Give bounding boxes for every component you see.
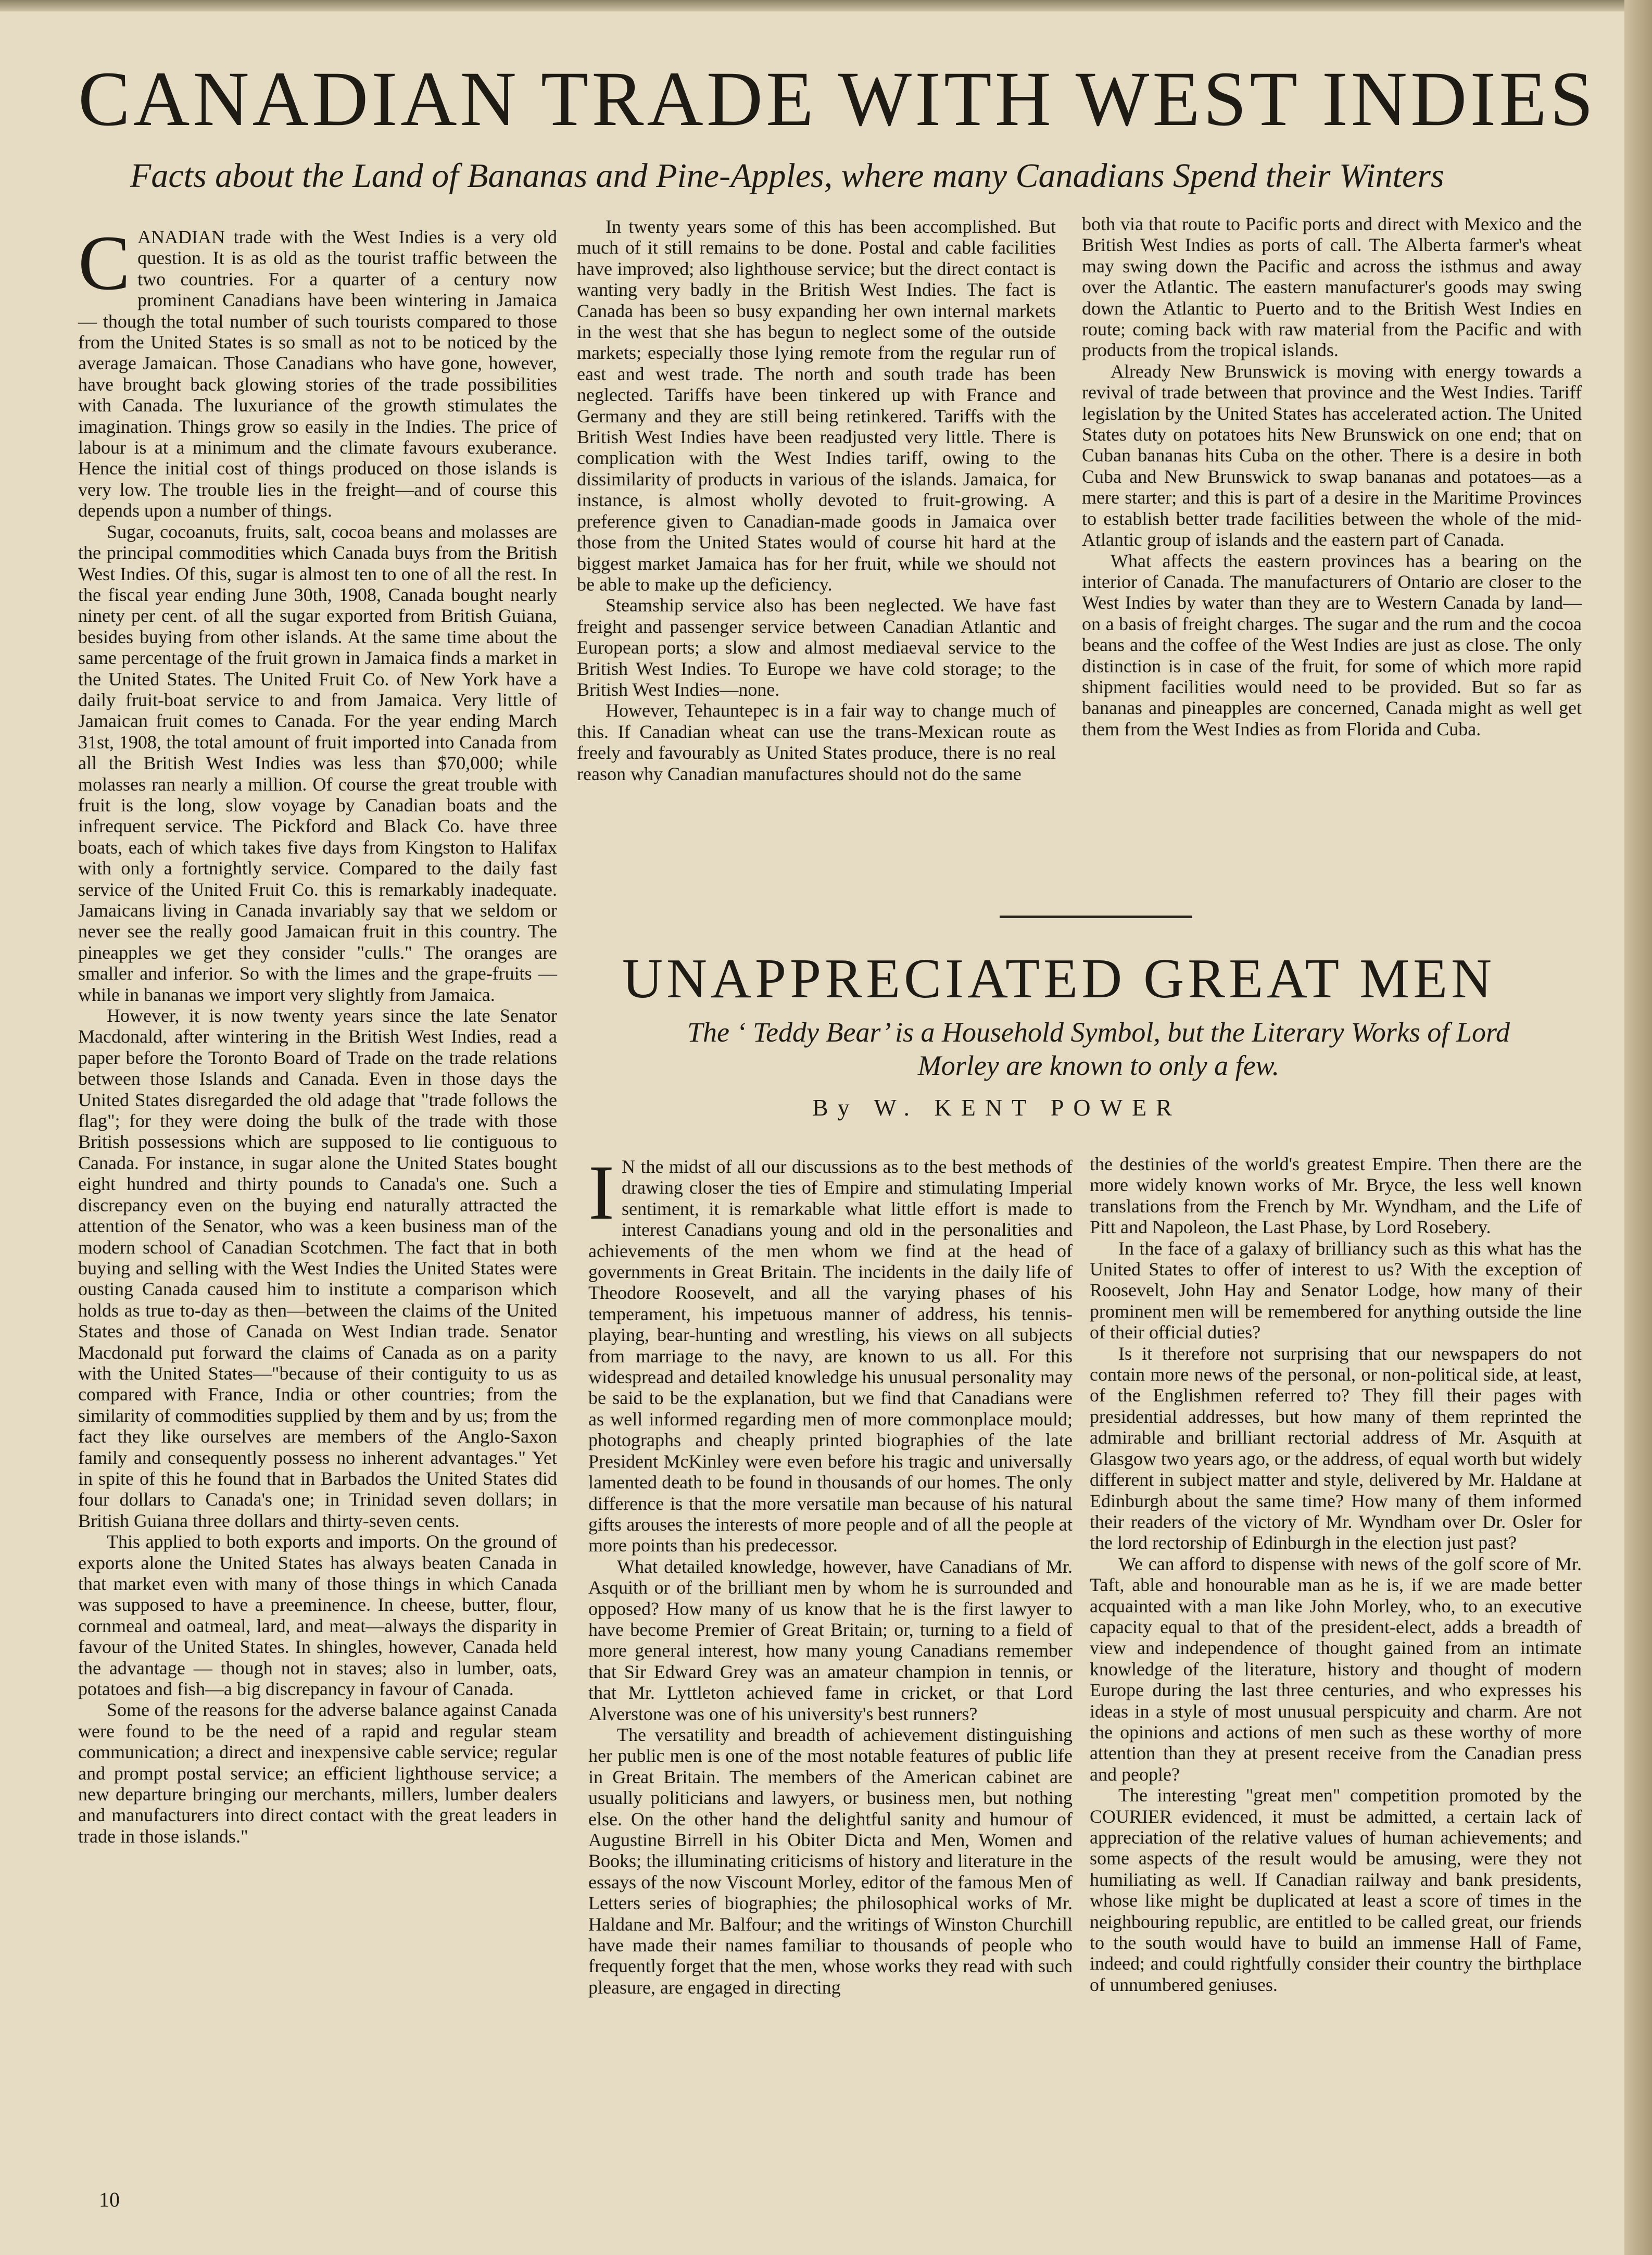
page-edge bbox=[1624, 0, 1652, 2255]
article2-subtitle: The ‘ Teddy Bear’ is a Household Symbol, but the Literary Works of Lord Morley are known to only a few. bbox=[687, 1017, 1510, 1081]
paragraph: In the face of a galaxy of brilliancy such as this what has the United States to offer of interest to us? With the exception of Roosevelt, John Hay and Senator Lodge, how many of their prominent men will be remembered for anything outside the line of their official duties? bbox=[1090, 1237, 1582, 1343]
paragraph: However, Tehauntepec is in a fair way to change much of this. If Canadian wheat can use the trans-Mexican route as freely and favourably as United States produce, there is no real reason why Canadian manufactures should not do the same bbox=[577, 700, 1056, 784]
paragraph: both via that route to Pacific ports and direct with Mexico and the British West Indies as ports of call. The Alberta farmer's wheat may swing down the Pacific and across the isthmus and away over the Atlantic. The eastern manufacturer's goods may swing down the Atlantic to Puerto and to the British West Indies en route; coming back with raw material from the Pacific and with products from the tropical islands. bbox=[1082, 214, 1582, 361]
paragraph: What affects the eastern provinces has a bearing on the interior of Canada. The manufacturers of Ontario are closer to the West Indies by water than they are to Western Canada by land—on a basis of freight charges. The sugar and the rum and the cocoa beans and the coffee of the West Indies are just as close. The only distinction is in case of the fruit, for some of which more rapid shipment facilities would need to be provided. But so far as bananas and pineapples are concerned, Canada might as well get them from the West Indies as from Florida and Cuba. bbox=[1082, 550, 1582, 740]
article1-dropcap: C bbox=[78, 220, 131, 306]
paragraph: Steamship service also has been neglected. We have fast freight and passenger service between Canadian Atlantic and European ports; a slow and almost mediaeval service to the British West Indies. To Europe we have cold storage; to the British West Indies—none. bbox=[577, 595, 1056, 700]
paragraph: Sugar, cocoanuts, fruits, salt, cocoa beans and molasses are the principal commodities which Canada buys from the British West Indies. Of this, sugar is almost ten to one of all the rest. In the fiscal year ending June 30th, 1908, Canada bought nearly ninety per cent. of all the sugar exported from British Guiana, besides buying from other islands. At the same time about the same percentage of the fruit grown in Jamaica finds a market in the United States. The United Fruit Co. of New York have a daily fruit-boat service to and from Jamaica. Very little of Jamaican fruit comes to Canada. For the year ending March 31st, 1908, the total amount of fruit imported into Canada from all the British West Indies was less than $70,000; while molasses ran nearly a million. Of course the great trouble with fruit is the long, slow voyage by Canadian boats and the infrequent service. The Pickford and Black Co. have three boats, each of which takes five days from Kingston to Halifax with only a fortnightly service. Compared to the daily fast service of the United Fruit Co. this is remarkably inadequate. Jamaicans living in Canada invariably say that we seldom or never see the really good Jamaican fruit in this country. The pineapples we get they consider "culls." The oranges are smaller and inferior. So with the limes and the grape-fruits — while in bananas we import very slightly from Jamaica. bbox=[78, 521, 557, 1005]
paragraph: The versatility and breadth of achievement distinguishing her public men is one of the most notable features of public life in Great Britain. The members of the American cabinet are usually politicians and lawyers, or business men, but nothing else. On the other hand the delightful sanity and humour of Augustine Birrell in his Obiter Dicta and Men, Women and Books; the illuminating criticisms of history and literature in the essays of the now Viscount Morley, editor of the famous Men of Letters series of biographies; the philosophical works of Mr. Haldane and Mr. Balfour; and the writings of Winston Churchill have made their names familiar to thousands of people who frequently forget that the men, whose works they read with such pleasure, are engaged in directing bbox=[588, 1724, 1073, 1998]
article2-column-1 bbox=[588, 1149, 1073, 1998]
article1-column-1 bbox=[78, 220, 557, 1847]
page-number: 10 bbox=[99, 2188, 120, 2211]
paragraph: ANADIAN trade with the West Indies is a very old question. It is as old as the tourist traffic between the two countries. For a quarter of a century now prominent Canadians have been wintering in Jamaica — though the total number of such tourists compared to those from the United States is so small as not to be noticed by the average Jamaican. Those Canadians who have gone, however, have brought back glowing stories of the trade possibilities with Canada. The luxuriance of the growth stimulates the imagination. Things grow so easily in the Indies. The price of labour is at a minimum and the climate favours exuberance. Hence the initial cost of things produced on those islands is very low. The trouble lies in the freight—and of course this depends upon a number of things. bbox=[78, 227, 557, 521]
paragraph: Already New Brunswick is moving with energy towards a revival of trade between that province and the West Indies. Tariff legislation by the United States has accelerated action. The United States duty on potatoes hits New Brunswick on one end; that on Cuban bananas hits Cuba on the other. There is a desire in both Cuba and New Brunswick to swap bananas and potatoes—as a mere starter; and this is part of a desire in the Maritime Provinces to establish better trade facilities between the whole of the mid-Atlantic group of islands and the eastern part of Canada. bbox=[1082, 360, 1582, 550]
article2-byline: By W. KENT POWER bbox=[812, 1094, 1181, 1121]
paragraph: However, it is now twenty years since the late Senator Macdonald, after wintering in the British West Indies, read a paper before the Toronto Board of Trade on the trade relations between those Islands and Canada. Even in those days the United States disregarded the old adage that "trade follows the flag"; for they were doing the bulk of the trade with those British possessions which are supposed to lie contiguous to Canada. For instance, in sugar alone the United States bought eight hundred and thirty pounds to Canada's one. Such a discrepancy even on the buying end naturally attracted the attention of the Senator, who was a keen business man of the modern school of Canadian Scotchmen. The fact that in both buying and selling with the West Indies the United States were ousting Canada caused him to institute a comparison which holds as true to-day as then—between the claims of the United States and those of Canada on West Indian trade. Senator Macdonald put forward the claims of Canada as on a parity with the United States—"because of their contiguity to us as compared with France, India or other countries; from the similarity of commodities supplied by them and by us; from the fact they like ourselves are members of the Anglo-Saxon family and consequently possess no inherent advantages." Yet in spite of this he found that in Barbados the United States did four dollars to Canada's one; in Trinidad seven dollars; in British Guiana three dollars and thirty-seven cents. bbox=[78, 1005, 557, 1531]
article1-column-2 bbox=[577, 216, 1056, 784]
article2-title: UNAPPRECIATED GREAT MEN bbox=[622, 948, 1496, 1010]
article2-column-2 bbox=[1090, 1154, 1582, 1995]
top-edge-rule bbox=[0, 0, 1624, 11]
paragraph: What detailed knowledge, however, have Canadians of Mr. Asquith or of the brilliant men by whom he is surrounded and opposed? How many of us know that he is the first lawyer to have become Premier of Great Britain; or, turning to a field of more general interest, how many young Canadians remember that Sir Edward Grey was an amateur champion in tennis, or that Mr. Lyttleton achieved fame in cricket, or that Lord Alverstone was one of his university's best runners? bbox=[588, 1556, 1073, 1724]
section-divider bbox=[1000, 916, 1192, 918]
paragraph: In twenty years some of this has been accomplished. But much of it still remains to be done. Postal and cable facilities have improved; also lighthouse service; but the direct contact is wanting very badly in the British West Indies. The fact is Canada has been so busy expanding her own internal markets in the west that she has begun to neglect some of the outside markets; especially those lying remote from the regular run of east and west trade. The north and south trade has been neglected. Tariffs have been tinkered up with France and Germany and they are still being retinkered. Tariffs with the British West Indies have been readjusted very little. There is complication with the West Indies tariff, owing to the dissimilarity of products in various of the islands. Jamaica, for instance, is almost wholly devoted to fruit-growing. A preference given to Canadian-made goods in Jamaica over those from the United States would of course hit hard at the biggest market Jamaica has for her fruit, while we should not be able to make up the deficiency. bbox=[577, 216, 1056, 595]
paragraph: Some of the reasons for the adverse balance against Canada were found to be the need of a rapid and regular steam communication; a direct and inexpensive cable service; regular and prompt postal service; an efficient lighthouse service; a new departure bringing our merchants, millers, lumber dealers and manufacturers into direct contact with the great leaders in trade in those islands." bbox=[78, 1699, 557, 1847]
paragraph: the destinies of the world's greatest Empire. Then there are the more widely known works of Mr. Bryce, the less well known translations from the French by Mr. Wyndham, and the Life of Pitt and Napoleon, the Last Phase, by Lord Rosebery. bbox=[1090, 1154, 1582, 1238]
paragraph: Is it therefore not surprising that our newspapers do not contain more news of the personal, or non-political side, at least, of the Englishmen referred to? They fill their pages with presidential addresses, but how many of them reprinted the admirable and brilliant rectorial address of Mr. Asquith at Glasgow two years ago, or the address, of equal worth but widely different in subject matter and style, delivered by Mr. Haldane at Edinburgh about the same time? How many of them informed their readers of the victory of Mr. Wyndham over Dr. Osler for the lord rectorship of Edinburgh in the election just past? bbox=[1090, 1343, 1582, 1554]
paragraph: The interesting "great men" competition promoted by the COURIER evidenced, it must be admitted, a certain lack of appreciation of the relative values of human achievements; and some aspects of the result would be amusing, were they not humiliating as well. If Canadian railway and bank presidents, whose like might be duplicated at least a score of times in the neighbouring republic, are entitled to be called great, our friends to the south would have to build an immense Hall of Fame, indeed; and could rightfully consider their country the birthplace of unnumbered geniuses. bbox=[1090, 1785, 1582, 1995]
article1-title: CANADIAN TRADE WITH WEST INDIES bbox=[78, 56, 1597, 142]
article2-dropcap: I bbox=[588, 1149, 614, 1236]
paragraph: This applied to both exports and imports. On the ground of exports alone the United States has always beaten Canada in that market even with many of those things in which Canada was supposed to have a preeminence. In cheese, butter, flour, cornmeal and oatmeal, lard, and meat—always the disparity in favour of the United States. In shingles, however, Canada held the advantage — though not in staves; also in lumber, oats, potatoes and fish—a big discrepancy in favour of Canada. bbox=[78, 1531, 557, 1700]
paragraph: N the midst of all our discussions as to the best methods of drawing closer the ties of Empire and stimulating Imperial sentiment, it is remarkable what little effort is made to interest Canadians young and old in the personalities and achievements of the men whom we find at the head of governments in Great Britain. The incidents in the daily life of Theodore Roosevelt, and all the varying phases of his temperament, his impetuous manner of address, his tennis-playing, bear-hunting and wrestling, his views on all subjects from marriage to the navy, are known to us all. For this widespread and detailed knowledge his unusual personality may be said to be the explanation, but we find that Canadians were as well informed regarding men of more commonplace mould; photographs and cheaply printed biographies of the late President McKinley were even before his tragic and universally lamented death to be found in thousands of our homes. The only difference is that the more versatile man because of his natural gifts arouses the interests of more people and of all the people at more points than his predecessor. bbox=[588, 1156, 1073, 1556]
article1-subtitle: Facts about the Land of Bananas and Pine-Apples, where many Canadians Spend their Winters bbox=[130, 157, 1444, 195]
article1-column-3 bbox=[1082, 214, 1582, 740]
paragraph: We can afford to dispense with news of the golf score of Mr. Taft, able and honourable man as he is, if we are made better acquainted with a man like John Morley, who, to an executive capacity equal to that of the president-elect, adds a breadth of view and independence of thought gained from an intimate knowledge of the literature, history and thought of modern Europe during the last three centuries, and who expresses his ideas in a style of most unusual perspicuity and charm. Are not the opinions and actions of men such as these worthy of more attention than they at present receive from the Canadian press and people? bbox=[1090, 1553, 1582, 1785]
